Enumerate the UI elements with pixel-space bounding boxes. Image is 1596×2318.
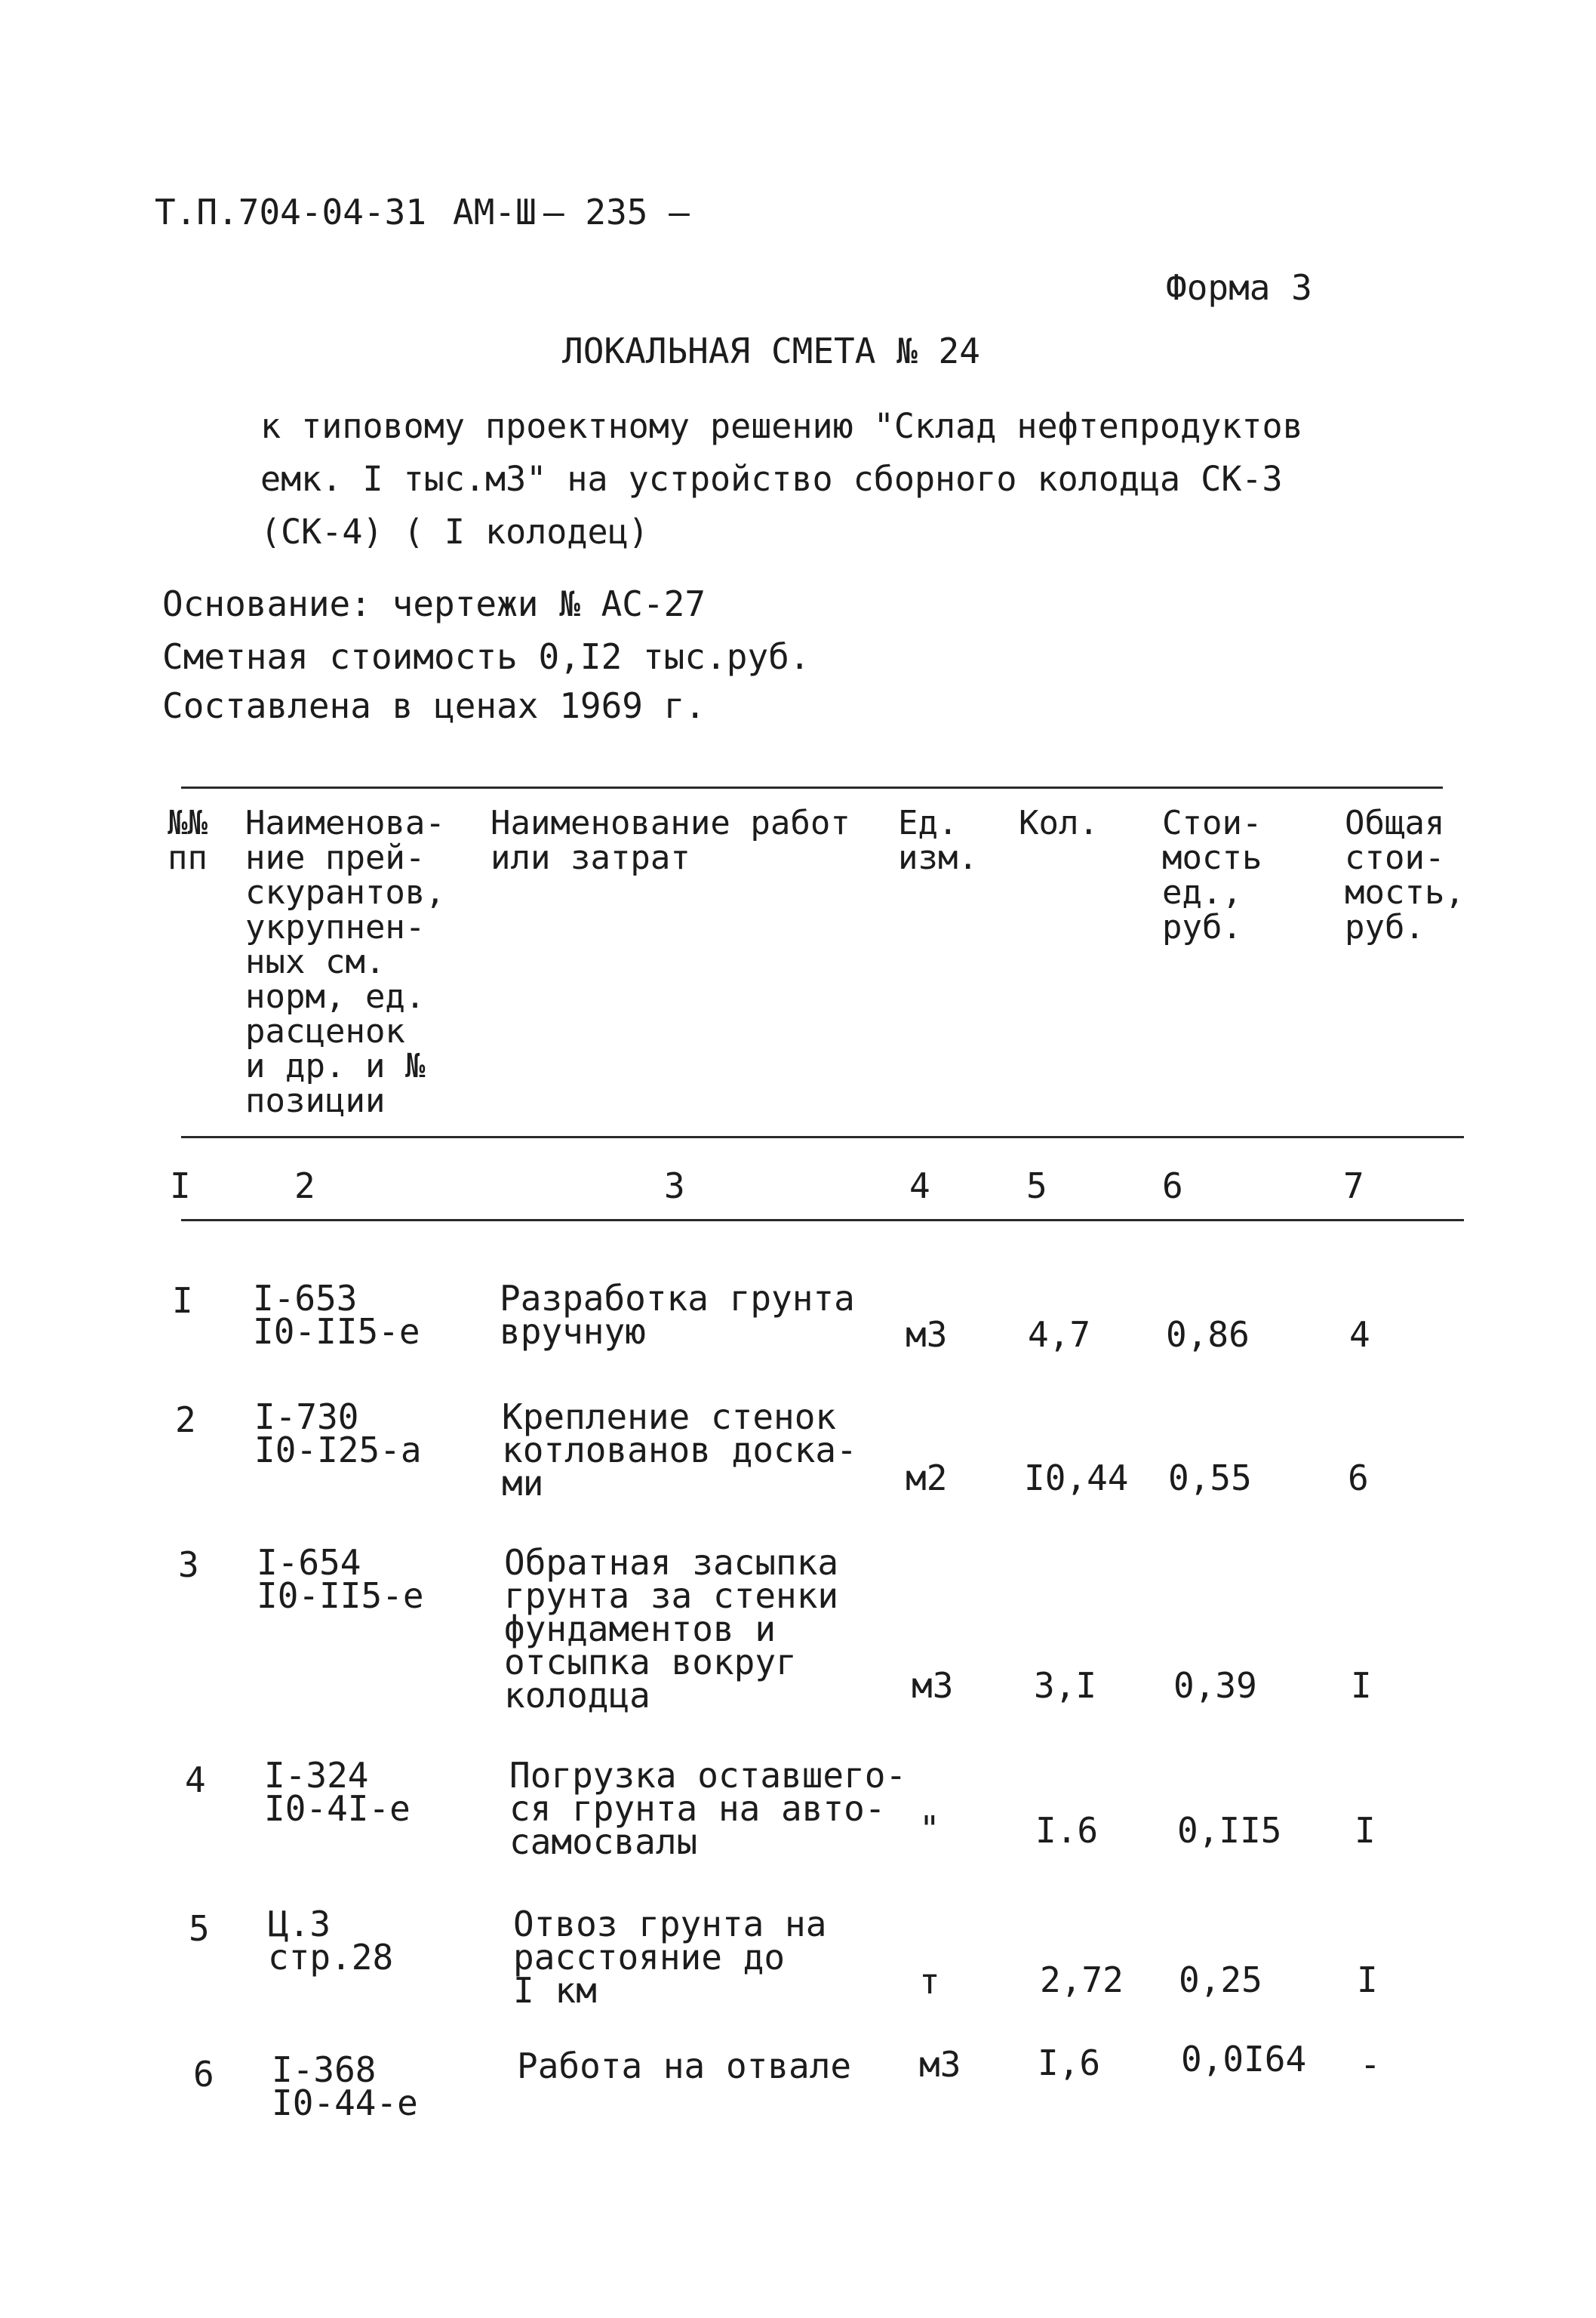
row-work: Крепление стенок котлованов доска- ми bbox=[502, 1396, 857, 1504]
row-work: Обратная засыпка грунта за стенки фундаментов и отсыпка вокруг колодца bbox=[504, 1542, 839, 1716]
header-bottom-rule bbox=[181, 1136, 1464, 1138]
row-quantity: I0,44 bbox=[1024, 1458, 1129, 1498]
row-number: 4 bbox=[185, 1759, 206, 1800]
row-work: Разработка грунта вручную bbox=[500, 1278, 855, 1352]
row-unit: м2 bbox=[906, 1458, 948, 1498]
row-total-cost: I bbox=[1355, 1810, 1376, 1851]
row-unit: м3 bbox=[912, 1665, 954, 1706]
header-col-work: Наименование работ или затрат bbox=[490, 804, 850, 877]
row-unit-cost: 0,25 bbox=[1179, 1959, 1262, 2000]
row-total-cost: - bbox=[1360, 2044, 1381, 2085]
row-quantity: 2,72 bbox=[1040, 1959, 1124, 2000]
column-number: 5 bbox=[1026, 1165, 1047, 1206]
row-unit: т bbox=[919, 1961, 940, 2002]
document-code: Т.П.704-04-31 bbox=[155, 192, 427, 232]
prices-line: Составлена в ценах 1969 г. bbox=[162, 685, 706, 726]
row-work: Погрузка оставшего- ся грунта на авто- самосвалы bbox=[509, 1755, 907, 1862]
header-col-quantity: Кол. bbox=[1019, 804, 1099, 842]
column-number: I bbox=[170, 1165, 191, 1206]
row-quantity: I,6 bbox=[1038, 2042, 1101, 2083]
row-unit: " bbox=[919, 1809, 940, 1849]
row-number: 3 bbox=[178, 1544, 199, 1585]
row-code: Ц.3 стр.28 bbox=[268, 1904, 394, 1978]
row-unit-cost: 0,39 bbox=[1173, 1665, 1257, 1706]
row-unit-cost: 0,86 bbox=[1166, 1314, 1250, 1355]
row-total-cost: 6 bbox=[1348, 1458, 1369, 1498]
header-col-total-cost: Общая стои- мость, руб. bbox=[1345, 804, 1465, 947]
row-number: I bbox=[172, 1280, 193, 1321]
cost-line: Сметная стоимость 0,I2 тыс.руб. bbox=[162, 636, 810, 677]
album-mark: АМ-Ш bbox=[453, 192, 537, 232]
form-label: Форма 3 bbox=[1166, 267, 1312, 308]
row-number: 2 bbox=[175, 1399, 196, 1440]
row-unit-cost: 0,55 bbox=[1168, 1458, 1252, 1498]
subtitle-line: к типовому проектному решению "Склад нефтепродуктов bbox=[260, 406, 1303, 446]
header-col-unit: Ед. изм. bbox=[898, 804, 978, 877]
basis-line: Основание: чертежи № АС-27 bbox=[162, 583, 706, 624]
header-col-number: №№ пп bbox=[168, 804, 208, 877]
row-total-cost: I bbox=[1357, 1959, 1378, 2000]
column-number: 4 bbox=[909, 1165, 930, 1206]
header-col-price-list: Наименова- ние прей- скурантов, укрупнен- ных см. норм, ед. расценок и др. и № позиции bbox=[245, 804, 445, 1120]
column-number: 2 bbox=[294, 1165, 315, 1206]
row-quantity: 3,I bbox=[1034, 1665, 1097, 1706]
row-quantity: I.6 bbox=[1035, 1810, 1099, 1851]
row-code: I-368 I0-44-е bbox=[272, 2049, 418, 2123]
row-number: 5 bbox=[189, 1908, 210, 1949]
row-total-cost: 4 bbox=[1349, 1314, 1370, 1355]
row-quantity: 4,7 bbox=[1028, 1314, 1091, 1355]
header-col-unit-cost: Стои- мость ед., руб. bbox=[1162, 804, 1262, 947]
row-unit: м3 bbox=[906, 1314, 948, 1355]
row-unit: м3 bbox=[919, 2044, 961, 2085]
row-total-cost: I bbox=[1351, 1665, 1372, 1706]
row-work: Работа на отвале bbox=[517, 2046, 852, 2086]
row-code: I-654 I0-II5-е bbox=[257, 1542, 424, 1616]
column-numbers-rule bbox=[181, 1219, 1464, 1221]
subtitle-line: емк. I тыс.м3" на устройство сборного колодца СК-3 bbox=[260, 459, 1283, 499]
row-work: Отвоз грунта на расстояние до I км bbox=[513, 1904, 827, 2011]
row-unit-cost: 0,0I64 bbox=[1181, 2039, 1307, 2079]
document-title: ЛОКАЛЬНАЯ СМЕТА № 24 bbox=[562, 331, 980, 371]
row-unit-cost: 0,II5 bbox=[1177, 1810, 1282, 1851]
column-number: 3 bbox=[664, 1165, 685, 1206]
row-number: 6 bbox=[193, 2054, 214, 2095]
row-code: I-653 I0-II5-е bbox=[253, 1278, 420, 1352]
document-subtitle bbox=[260, 400, 1303, 559]
table-top-rule bbox=[181, 787, 1443, 789]
subtitle-line: (СК-4) ( I колодец) bbox=[260, 512, 649, 552]
row-code: I-324 I0-4I-е bbox=[264, 1755, 411, 1829]
row-code: I-730 I0-I25-а bbox=[254, 1396, 422, 1470]
column-number: 7 bbox=[1343, 1165, 1364, 1206]
page-number: — 235 — bbox=[543, 192, 690, 232]
column-number: 6 bbox=[1162, 1165, 1183, 1206]
